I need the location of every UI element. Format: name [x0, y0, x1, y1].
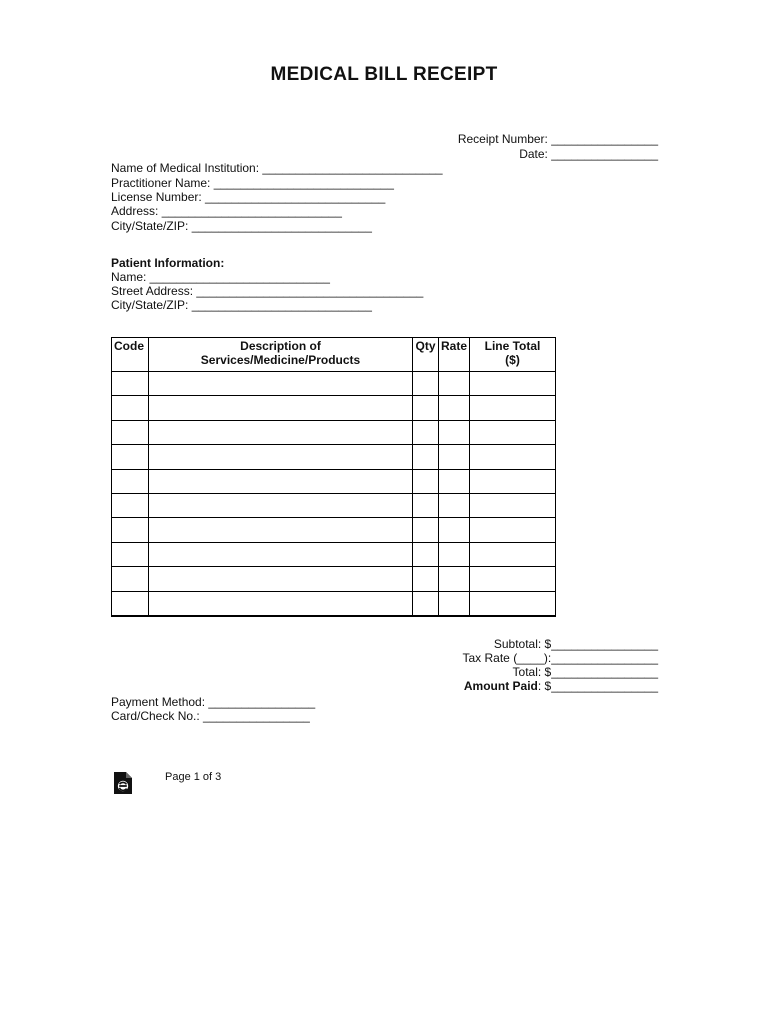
table-row — [112, 518, 556, 542]
institution-address-field[interactable]: Address: ___________________________ — [111, 204, 342, 218]
qty-cell[interactable] — [413, 591, 439, 616]
line-total-cell[interactable] — [470, 469, 556, 493]
license-number-field[interactable]: License Number: ___________________________ — [111, 190, 386, 204]
document-e-logo-icon — [113, 771, 133, 795]
code-cell[interactable] — [112, 567, 149, 591]
line-total-cell[interactable] — [470, 567, 556, 591]
qty-cell[interactable] — [413, 372, 439, 396]
itemized-services-table — [111, 337, 556, 617]
table-row — [112, 567, 556, 591]
qty-cell[interactable] — [413, 493, 439, 517]
code-cell[interactable] — [112, 591, 149, 616]
subtotal-field[interactable]: Subtotal: $________________ — [493, 637, 658, 651]
patient-street-address-field[interactable]: Street Address: __________________________________ — [111, 284, 424, 298]
institution-name-field[interactable]: Name of Medical Institution: ___________________________ — [111, 161, 443, 175]
description-cell[interactable] — [149, 469, 413, 493]
line-total-cell[interactable] — [470, 420, 556, 444]
header-code: Code — [112, 338, 149, 372]
patient-name-field[interactable]: Name: ___________________________ — [111, 270, 330, 284]
code-cell[interactable] — [112, 372, 149, 396]
line-total-cell[interactable] — [470, 493, 556, 517]
qty-cell[interactable] — [413, 542, 439, 566]
qty-cell[interactable] — [413, 518, 439, 542]
table-row — [112, 372, 556, 396]
description-cell[interactable] — [149, 493, 413, 517]
amount-paid-field[interactable] — [300, 679, 658, 693]
rate-cell[interactable] — [439, 420, 470, 444]
qty-cell[interactable] — [413, 445, 439, 469]
line-total-cell[interactable] — [470, 372, 556, 396]
table-row — [112, 591, 556, 616]
table-row — [112, 445, 556, 469]
rate-cell[interactable] — [439, 469, 470, 493]
payment-method-field[interactable]: Payment Method: ________________ — [111, 695, 316, 709]
amount-paid-line: : $________________ — [537, 679, 658, 693]
patient-information-heading: Patient Information: — [111, 256, 225, 270]
header-line-total — [470, 338, 556, 372]
description-cell[interactable] — [149, 591, 413, 616]
header-line-total-line1: Line Total — [484, 339, 541, 353]
rate-cell[interactable] — [439, 591, 470, 616]
code-cell[interactable] — [112, 493, 149, 517]
rate-cell[interactable] — [439, 567, 470, 591]
line-total-cell[interactable] — [470, 445, 556, 469]
total-field[interactable]: Total: $________________ — [512, 665, 658, 679]
qty-cell[interactable] — [413, 420, 439, 444]
line-total-cell[interactable] — [470, 542, 556, 566]
rate-cell[interactable] — [439, 518, 470, 542]
qty-cell[interactable] — [413, 396, 439, 420]
description-cell[interactable] — [149, 567, 413, 591]
date-field[interactable]: Date: ________________ — [519, 147, 658, 161]
code-cell[interactable] — [112, 445, 149, 469]
table-row — [112, 469, 556, 493]
rate-cell[interactable] — [439, 542, 470, 566]
description-cell[interactable] — [149, 396, 413, 420]
code-cell[interactable] — [112, 420, 149, 444]
rate-cell[interactable] — [439, 445, 470, 469]
header-qty: Qty — [413, 338, 439, 372]
description-cell[interactable] — [149, 518, 413, 542]
line-total-cell[interactable] — [470, 591, 556, 616]
institution-city-state-zip-field[interactable]: City/State/ZIP: ___________________________ — [111, 219, 372, 233]
amount-paid-label: Amount Paid — [463, 679, 538, 693]
header-description — [149, 338, 413, 372]
code-cell[interactable] — [112, 396, 149, 420]
page-number: Page 1 of 3 — [165, 771, 222, 783]
patient-city-state-zip-field[interactable]: City/State/ZIP: ___________________________ — [111, 298, 372, 312]
header-rate: Rate — [439, 338, 470, 372]
qty-cell[interactable] — [413, 567, 439, 591]
table-row — [112, 542, 556, 566]
table-row — [112, 493, 556, 517]
description-cell[interactable] — [149, 420, 413, 444]
rate-cell[interactable] — [439, 396, 470, 420]
code-cell[interactable] — [112, 518, 149, 542]
description-cell[interactable] — [149, 445, 413, 469]
header-line-total-line2: ($) — [505, 353, 520, 367]
table-row — [112, 420, 556, 444]
header-description-line2: Services/Medicine/Products — [200, 353, 361, 367]
rate-cell[interactable] — [439, 372, 470, 396]
description-cell[interactable] — [149, 372, 413, 396]
practitioner-name-field[interactable]: Practitioner Name: ___________________________ — [111, 176, 394, 190]
description-cell[interactable] — [149, 542, 413, 566]
line-total-cell[interactable] — [470, 396, 556, 420]
rate-cell[interactable] — [439, 493, 470, 517]
table-header-row — [112, 338, 556, 372]
code-cell[interactable] — [112, 469, 149, 493]
qty-cell[interactable] — [413, 469, 439, 493]
card-check-number-field[interactable]: Card/Check No.: ________________ — [111, 709, 310, 723]
document-title: MEDICAL BILL RECEIPT — [270, 64, 498, 85]
line-total-cell[interactable] — [470, 518, 556, 542]
tax-rate-field[interactable]: Tax Rate (____):________________ — [462, 651, 658, 665]
table-row — [112, 396, 556, 420]
code-cell[interactable] — [112, 542, 149, 566]
receipt-number-field[interactable]: Receipt Number: ________________ — [457, 132, 658, 146]
header-description-line1: Description of — [240, 339, 321, 353]
